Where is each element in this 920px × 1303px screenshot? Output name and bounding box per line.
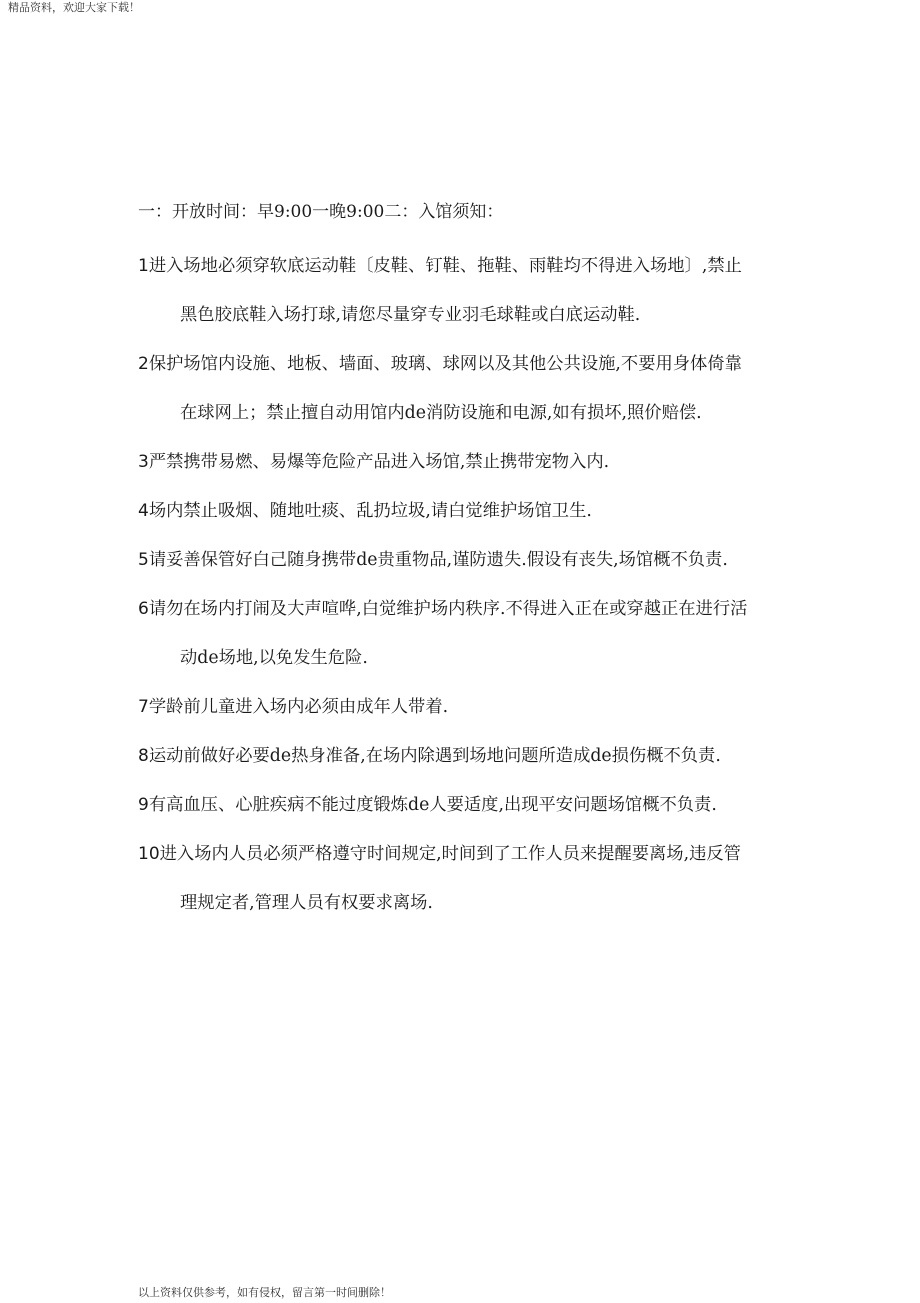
- rule-number: 3: [138, 452, 149, 472]
- rule-text: 请妥善保管好白己随身携带de贵重物品,谨防遗失.假设有丧失,场馆概不负责.: [148, 550, 728, 570]
- rule-item-1: [138, 242, 753, 340]
- rule-number: 2: [138, 354, 149, 374]
- rule-item-7: [138, 683, 753, 732]
- rule-text: 保护场馆内设施、地板、墙面、玻璃、球网以及其他公共设施,不要用身体倚靠在球网上；禁止擅自动用馆内de消防设施和电源,如有损坏,照价赔偿.: [148, 354, 742, 423]
- rule-number: 5: [138, 550, 149, 570]
- rule-text: 有高血压、心脏疾病不能过度锻炼de人要适度,出现平安问题场馆概不负责.: [148, 795, 717, 815]
- rule-number: 4: [138, 501, 149, 521]
- rule-text: 请勿在场内打闹及大声喧哗,白觉维护场内秩序.不得进入正在或穿越正在进行活动de场地,以免发生危险.: [148, 599, 748, 668]
- rule-item-10: [138, 830, 753, 928]
- rule-item-5: [138, 536, 753, 585]
- rule-item-4: [138, 487, 753, 536]
- rule-item-2: [138, 340, 753, 438]
- rule-item-3: [138, 438, 753, 487]
- rule-text: 场内禁止吸烟、随地吐痰、乱扔垃圾,请白觉维护场馆卫生.: [148, 501, 592, 521]
- rule-text: 进入场内人员必须严格遵守时间规定,时间到了工作人员来提醒要离场,违反管理规定者,管理人员有权要求离场.: [159, 844, 741, 913]
- rule-number: 8: [138, 746, 149, 766]
- page-heading: 一：开放时间：早9:00一晚9:00二：入馆须知：: [138, 202, 504, 222]
- rule-item-6: [138, 585, 753, 683]
- rule-item-9: [138, 781, 753, 830]
- rule-text: 学龄前儿童进入场内必须由成年人带着.: [148, 697, 449, 717]
- rule-number: 6: [138, 599, 149, 619]
- page-footer: 以上资料仅供参考，如有侵权，留言第一时间删除！: [138, 1286, 391, 1299]
- rule-text: 运动前做好必要de热身准备,在场内除遇到场地问题所造成de损伤概不负责.: [148, 746, 721, 766]
- rule-text: 进入场地必须穿软底运动鞋〔皮鞋、钉鞋、拖鞋、雨鞋均不得进入场地〕,禁止黑色胶底鞋入场打球,请您尽量穿专业羽毛球鞋或白底运动鞋.: [148, 256, 742, 325]
- rule-number: 7: [138, 697, 149, 717]
- rule-item-8: [138, 732, 753, 781]
- page-header: 精品资料，欢迎大家下载！: [8, 1, 140, 14]
- rule-text: 严禁携带易燃、易爆等危险产品进入场馆,禁止携带宠物入内.: [148, 452, 610, 472]
- rule-number: 1: [138, 256, 149, 276]
- rule-number: 10: [138, 844, 160, 864]
- rule-number: 9: [138, 795, 149, 815]
- rules-list: [138, 242, 753, 928]
